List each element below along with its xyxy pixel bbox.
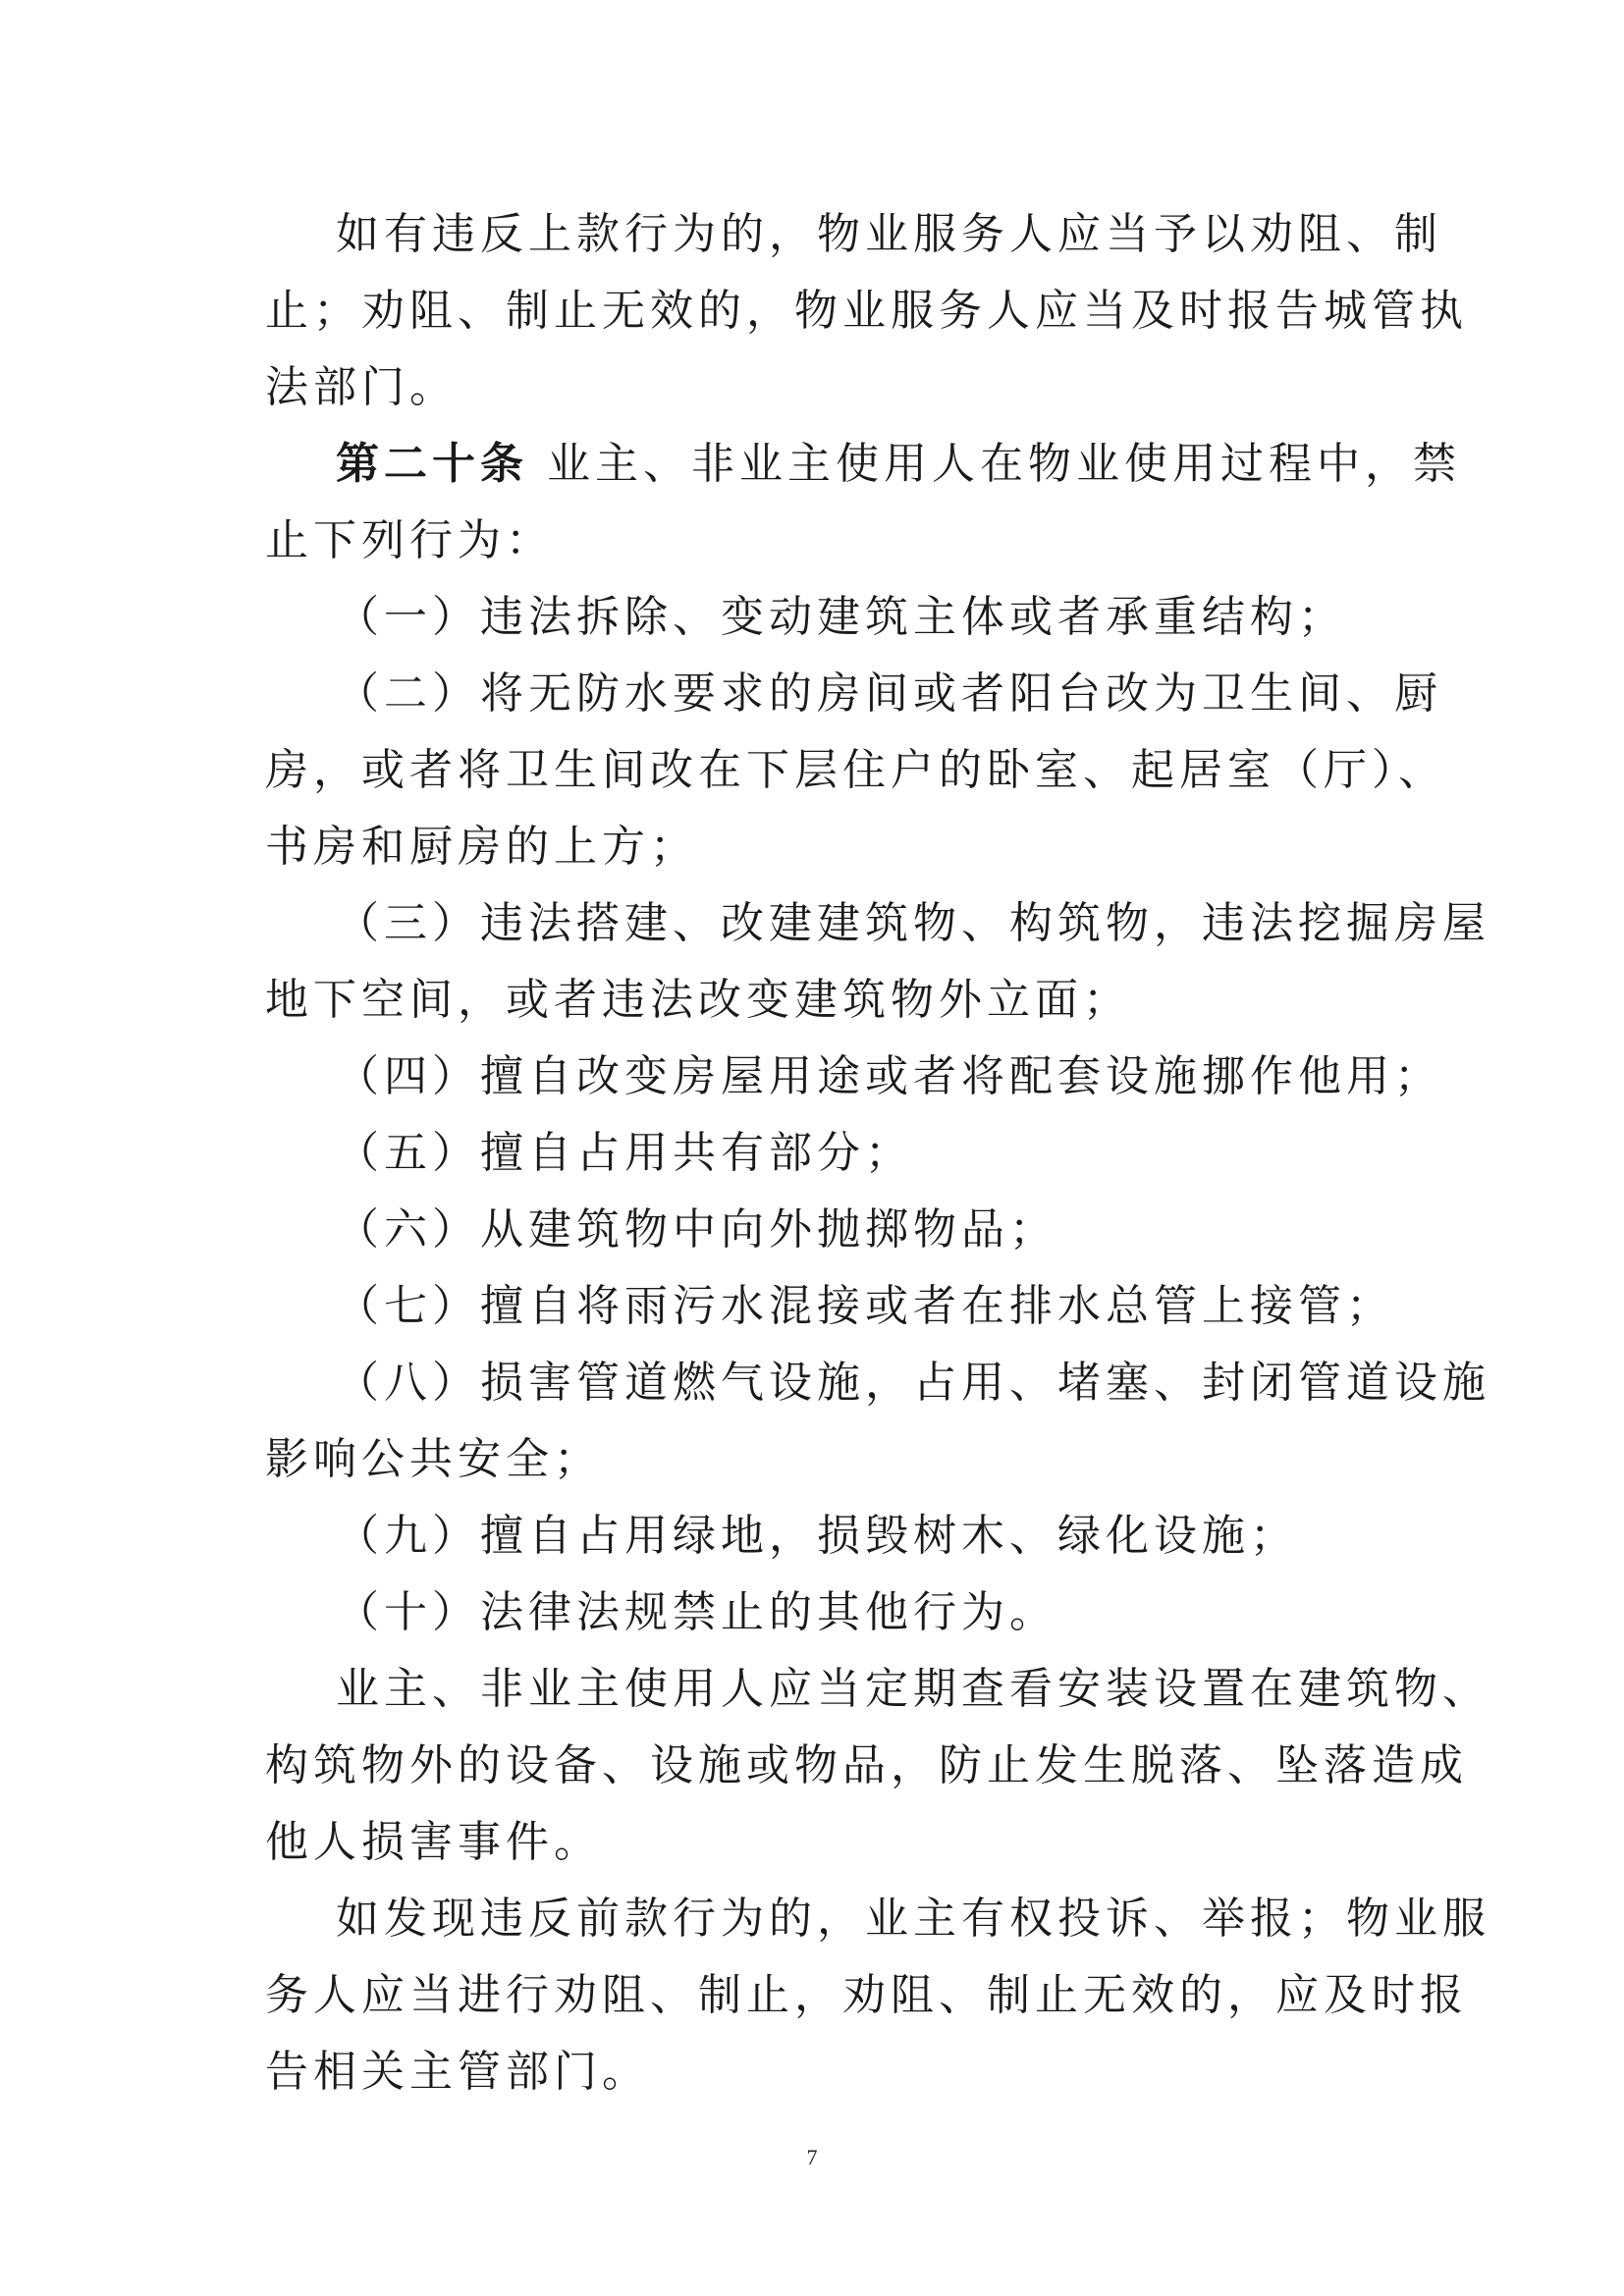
paragraph-line [265, 1728, 1468, 1804]
line-text: 书房和厨房的上方； [265, 822, 698, 872]
paragraph-line [265, 1804, 1384, 1881]
line-text: 务人应当进行劝阻、制止，劝阻、制止无效的，应及时报 [265, 1970, 1468, 2020]
line-text: 告相关主管部门。 [265, 2047, 650, 2097]
line-text: （九）擅自占用绿地，损毁树木、绿化设施； [336, 1511, 1298, 1561]
line-text: 止；劝阻、制止无效的，物业服务人应当及时报告城管执 [265, 286, 1468, 336]
document-body [265, 196, 1490, 2110]
line-text: （一）违法拆除、变动建筑主体或者承重结构； [336, 592, 1346, 642]
line-text: 业主、非业主使用人在物业使用过程中，禁 [528, 439, 1461, 489]
article-number: 第二十条 [336, 439, 528, 489]
line-text: 地下空间，或者违法改变建筑物外立面； [265, 975, 1131, 1025]
list-item-line [265, 1192, 1384, 1268]
line-text: （三）违法搭建、改建建筑物、构筑物，违法挖掘房屋 [336, 898, 1490, 948]
list-item-line [265, 1421, 1384, 1498]
page-number: 7 [806, 2145, 818, 2169]
list-item-line [265, 885, 1490, 962]
line-text: 止下列行为： [265, 515, 554, 565]
paragraph-line [265, 1651, 1490, 1728]
list-item-line [265, 1039, 1442, 1115]
article-heading-line [265, 426, 1461, 503]
list-item-line [265, 1115, 1384, 1192]
paragraph-line [265, 1957, 1468, 2034]
list-item-line [265, 1575, 1384, 1651]
list-item-line [265, 962, 1384, 1039]
line-text: （六）从建筑物中向外抛掷物品； [336, 1204, 1057, 1255]
paragraph-line [265, 273, 1468, 349]
line-text: （五）擅自占用共有部分； [336, 1128, 913, 1178]
line-text: 构筑物外的设备、设施或物品，防止发生脱落、坠落造成 [265, 1740, 1468, 1790]
list-item-line [265, 1345, 1490, 1421]
line-text: （七）擅自将雨污水混接或者在排水总管上接管； [336, 1281, 1394, 1331]
paragraph-line [265, 2034, 1384, 2110]
list-item-line [265, 656, 1442, 732]
line-text: （二）将无防水要求的房间或者阳台改为卫生间、厨 [336, 668, 1442, 719]
line-text: （四）擅自改变房屋用途或者将配套设施挪作他用； [336, 1051, 1442, 1101]
line-text: 房，或者将卫生间改在下层住户的卧室、起居室（厅）、 [265, 745, 1446, 795]
line-text: 业主、非业主使用人应当定期查看安装设置在建筑物、 [336, 1664, 1490, 1714]
line-text: 他人损害事件。 [265, 1817, 602, 1867]
paragraph-line [265, 1881, 1490, 1957]
line-text: 如有违反上款行为的，物业服务人应当予以劝阻、制 [336, 209, 1442, 259]
line-text: 如发现违反前款行为的，业主有权投诉、举报；物业服 [336, 1894, 1490, 1944]
list-item-line [265, 1498, 1384, 1575]
list-item-line [265, 1268, 1394, 1345]
paragraph-line [265, 503, 1384, 579]
list-item-line [265, 809, 1384, 885]
line-text: 影响公共安全； [265, 1434, 602, 1484]
list-item-line [265, 732, 1446, 809]
line-text: 法部门。 [265, 362, 458, 412]
list-item-line [265, 579, 1384, 656]
paragraph-line [265, 196, 1442, 273]
paragraph-line [265, 349, 1384, 426]
line-text: （八）损害管道燃气设施，占用、堵塞、封闭管道设施 [336, 1358, 1490, 1408]
line-text: （十）法律法规禁止的其他行为。 [336, 1587, 1057, 1637]
